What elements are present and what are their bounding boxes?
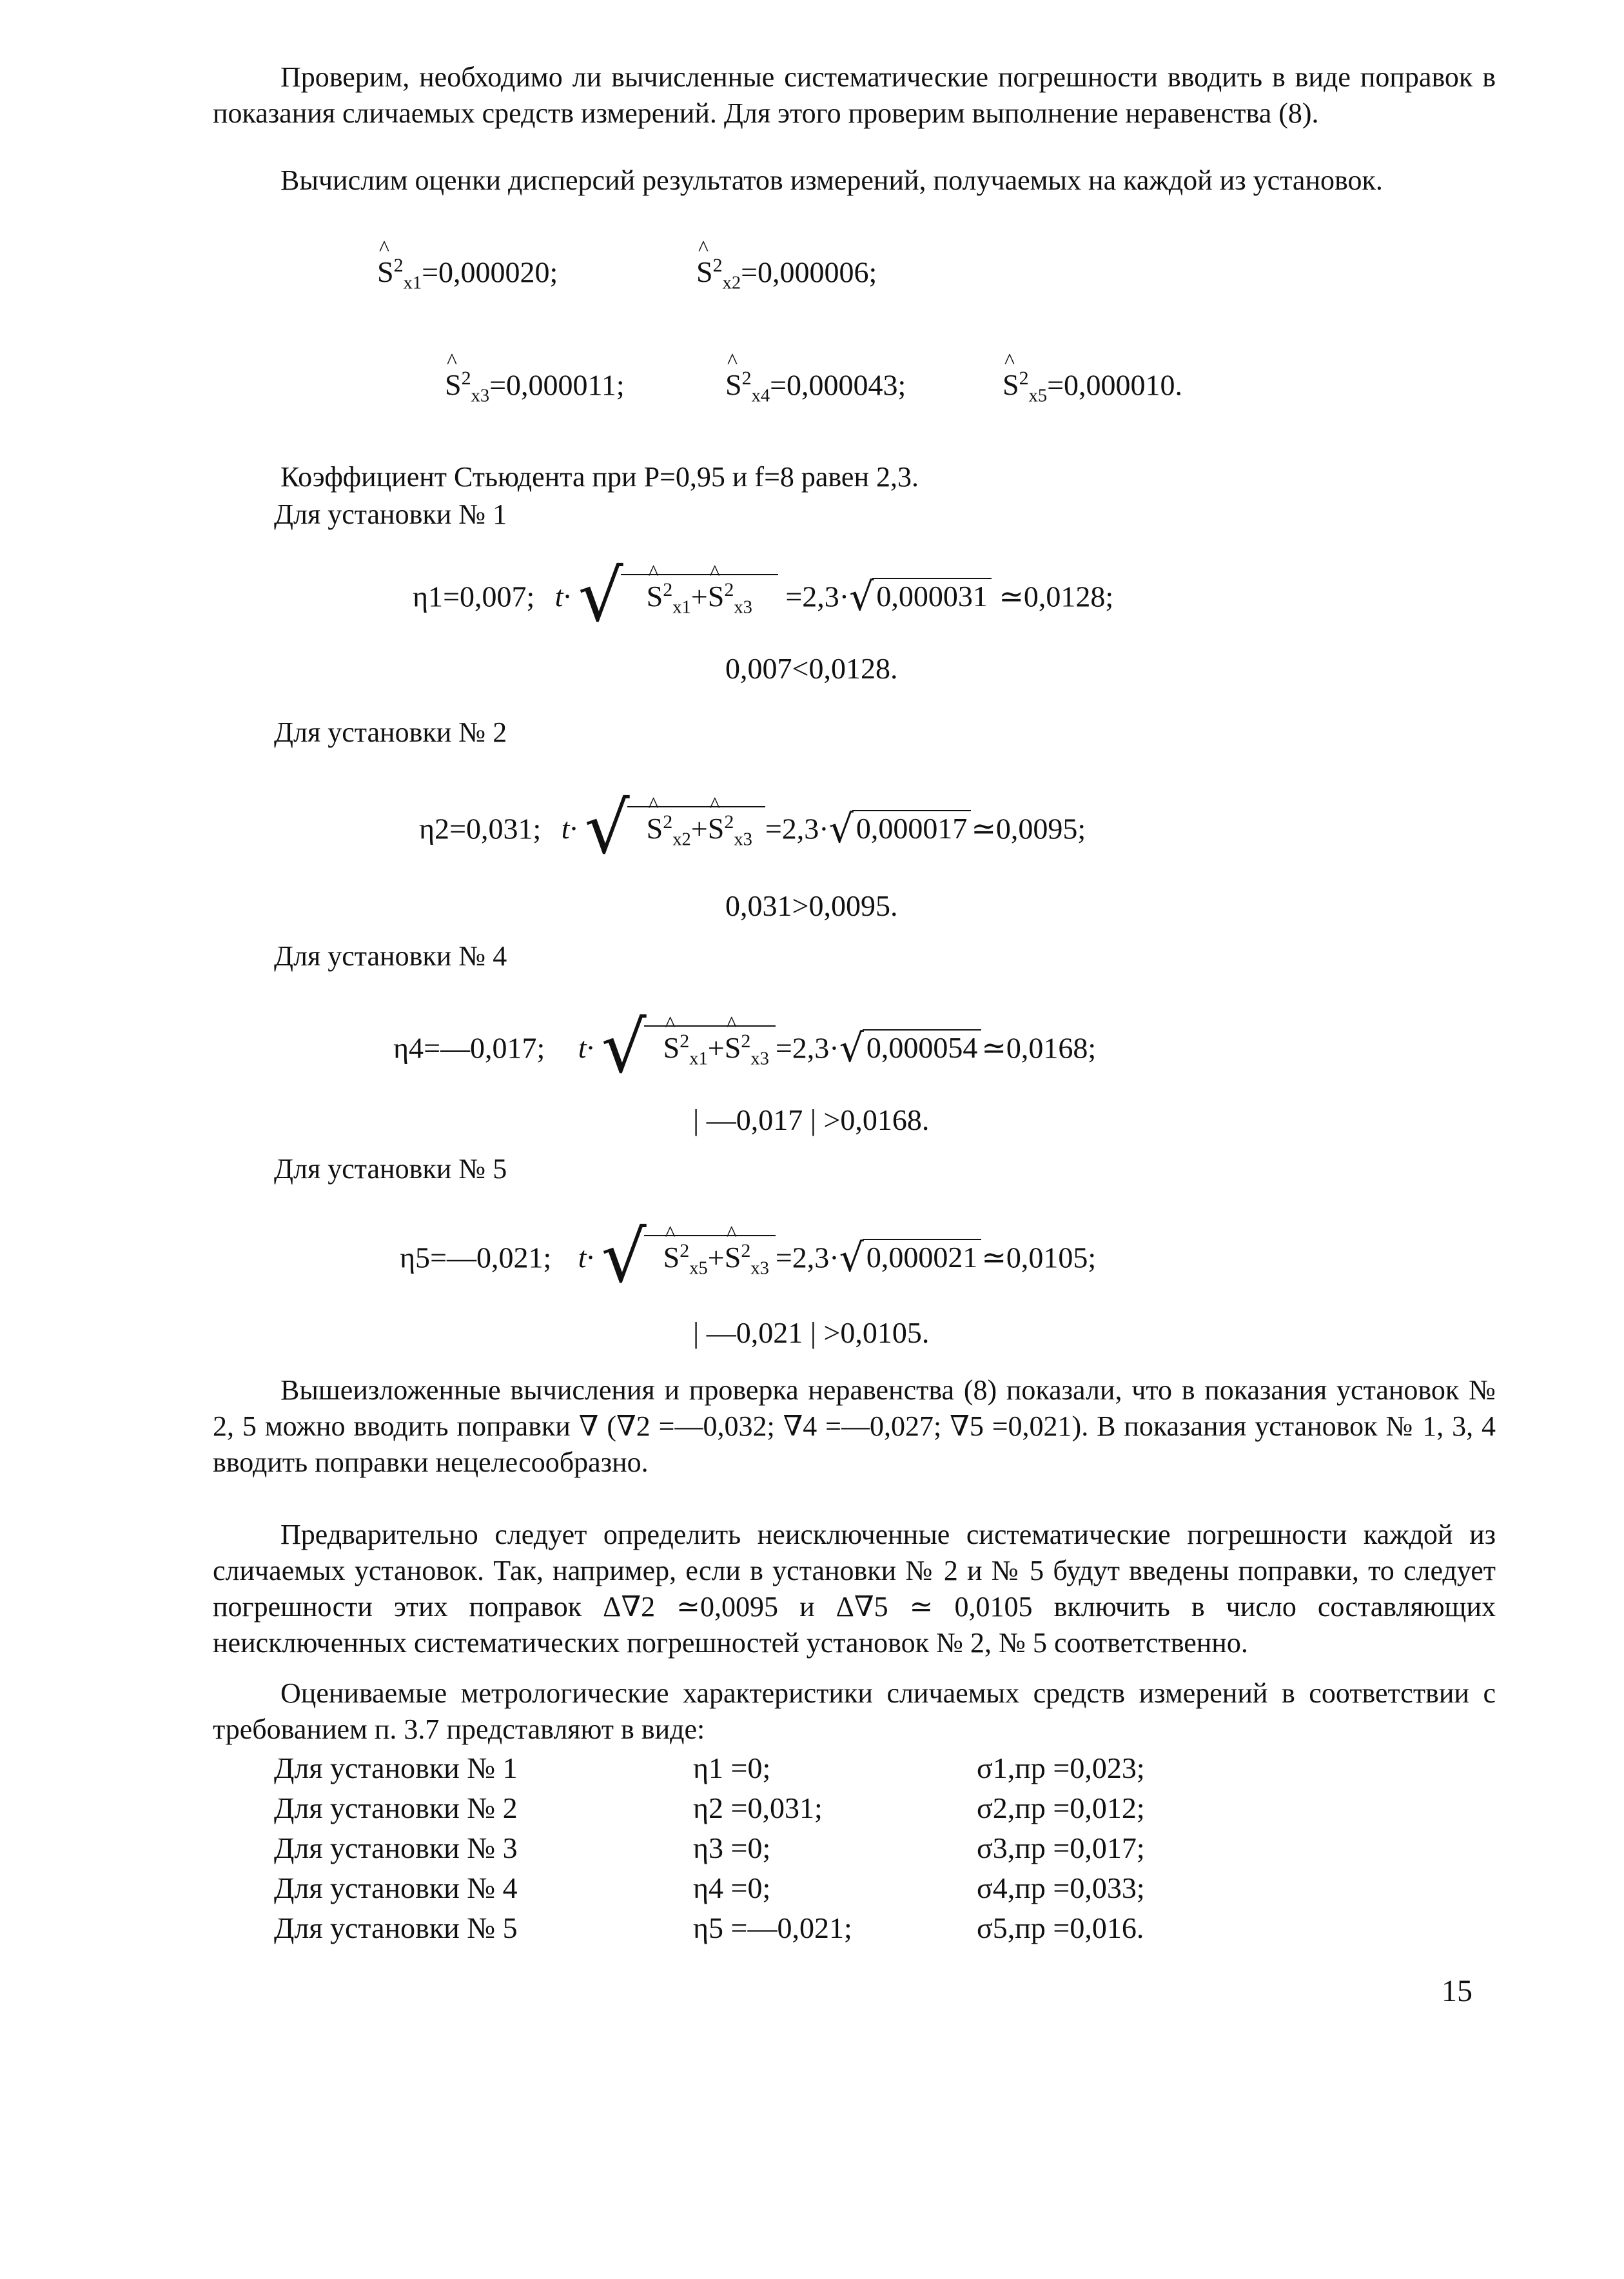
small-root-icon: √ [828,807,854,853]
result: ≃0,0105; [981,1241,1097,1274]
eta-value: =—0,021; [430,1241,552,1274]
eta-label: η1 [413,580,444,613]
root-sign-icon: √ [601,1006,647,1089]
eta-label: η2 [419,812,450,845]
paragraph-characteristics: Оцениваемые метрологические характеристики сличаемых средств измерений в соответствии с требованием п. 3.7 представляют в виде: [213,1677,1496,1745]
row-sigma: σ1,пр =0,023; [977,1751,1145,1784]
row-eta: η2 =0,031; [693,1791,823,1824]
variance-s4: ^ $S^2_{x4}=0,000043$; [725,368,906,406]
eta-value: =0,007; [443,580,535,613]
root-sign-icon: √ [584,787,630,870]
check-compare-4: | —0,017 | >0,0168. [693,1103,930,1136]
row-eta: η5 =—0,021; [693,1911,852,1944]
coef-eq: =2,3· [775,1031,839,1065]
paragraph-conclusion: Вышеизложенные вычисления и проверка неравенства (8) показали, что в показания установок № 2, 5 можно вводить поправки ∇ (∇2 =—0,032; ∇4 =—0,027; ∇5 =0,021). В показания установок № 1, 3, 4 вводить поправки нецелесообразно. [213,1374,1496,1478]
variance-s1-value: =0,000020; [422,255,558,289]
small-root-icon: √ [849,575,874,620]
result: ≃0,0095; [971,812,1086,845]
row-label: Для установки № 2 [274,1791,518,1824]
paragraph-variances: Вычислим оценки дисперсий результатов измерений, получаемых на каждой из установок. [280,164,1383,196]
sub-a: x5 [689,1258,708,1279]
sub-b: x3 [750,1049,769,1069]
result: ≃0,0128; [999,580,1114,613]
sub-b: x3 [734,829,752,850]
coef-eq: =2,3· [775,1241,839,1274]
check-compare-5: | —0,021 | >0,0105. [693,1316,930,1349]
variance-s3-value: =0,000011; [489,368,625,402]
root-sign-icon: √ [578,555,623,638]
t-factor: t· [554,580,571,613]
check-heading-4: Для установки № 4 [274,940,507,972]
t-factor: t· [578,1241,594,1274]
t-factor: t· [578,1031,594,1065]
eta-label: η4 [393,1031,424,1065]
row-sigma: σ3,пр =0,017; [977,1831,1145,1864]
small-root-icon: √ [839,1026,864,1072]
check-formula-4: η4=—0,017; t· √^ $S^2_{x1}+\^{}$ $S^2_{x3} =2,3\cdot√0,000054$ ≃0,0168; [393,1025,1096,1071]
row-eta: η4 =0; [693,1871,771,1904]
eta-label: η5 [400,1241,431,1274]
paragraph-intro: Проверим, необходимо ли вычисленные систематические погрешности вводить в виде поправок в показания сличаемых средств измерений. Для этого проверим выполнение неравенства (8). [213,61,1496,129]
variance-s5-value: =0,000010. [1047,368,1183,402]
variance-s4-value: =0,000043; [770,368,906,402]
eta-value: =0,031; [449,812,542,845]
check-formula-5: η5=—0,021; t· √^ $S^2_{x5}+\^{}$ $S^2_{x3} =2,3\cdot√0,000021$ ≃0,0105; [400,1235,1096,1281]
row-eta: η3 =0; [693,1831,771,1864]
check-heading-5: Для установки № 5 [274,1153,507,1185]
paragraph-preliminary: Предварительно следует определить неисключенные систематические погрешности каждой из сличаемых установок. Так, например, если в установки № 2 и № 5 будут введены поправки, то следует погрешности этих поправок Δ∇2 ≃0,0095 и Δ∇5 ≃ 0,0105 включить в число составляющих неисключенных систематических погрешностей установок № 2, № 5 соответственно. [213,1519,1496,1659]
row-label: Для установки № 4 [274,1871,518,1904]
under-root: 0,000017 [852,810,972,845]
coef-eq: =2,3· [765,812,829,845]
sub-a: x1 [689,1049,708,1069]
small-root-icon: √ [839,1236,864,1281]
root-sign-icon: √ [601,1216,647,1299]
row-label: Для установки № 5 [274,1911,518,1944]
check-compare-1: 0,007<0,0128. [725,652,898,685]
check-compare-2: 0,031>0,0095. [725,889,898,922]
sub-a: x1 [672,597,691,618]
variance-s2: ^ $S^2_{x2}=0,000006$; [696,255,877,293]
row-eta: η1 =0; [693,1751,771,1784]
check-formula-1: η1=0,007; t· √^ $S^2_{x1}+\^{}$ $S^2_{x3} =2,3\cdot√0,000031$ ≃0,0128; [413,574,1113,620]
row-sigma: σ4,пр =0,033; [977,1871,1145,1904]
check-heading-1: Для установки № 1 [274,498,507,530]
row-sigma: σ2,пр =0,012; [977,1791,1145,1824]
paragraph-student: Коэффициент Стьюдента при P=0,95 и f=8 равен 2,3. [280,461,919,493]
under-root: 0,000054 [863,1029,982,1065]
row-label: Для установки № 1 [274,1751,518,1784]
variance-s5: ^ $S^2_{x5}=0,000010$. [1003,368,1182,406]
result: ≃0,0168; [981,1031,1097,1065]
check-formula-2: η2=0,031; t· √^ $S^2_{x2}+\^{}$ $S^2_{x3} =2,3\cdot√0,000017$ ≃0,0095; [419,806,1086,852]
variance-s1: ^ $S^2_{x1}=0,000020$; [377,255,558,293]
sub-b: x3 [734,597,752,618]
under-root: 0,000021 [863,1239,982,1274]
row-label: Для установки № 3 [274,1831,518,1864]
row-sigma: σ5,пр =0,016. [977,1911,1144,1944]
variance-s3: ^ $S^2_{x3}=0,000011$; [445,368,625,406]
variance-s2-value: =0,000006; [741,255,877,289]
under-root: 0,000031 [872,578,992,613]
coef-eq: =2,3· [785,580,850,613]
t-factor: t· [561,812,578,845]
page-number: 15 [1442,1974,1472,2008]
check-heading-2: Для установки № 2 [274,716,507,748]
sub-a: x2 [672,829,691,850]
eta-value: =—0,017; [424,1031,545,1065]
sub-b: x3 [750,1258,769,1279]
